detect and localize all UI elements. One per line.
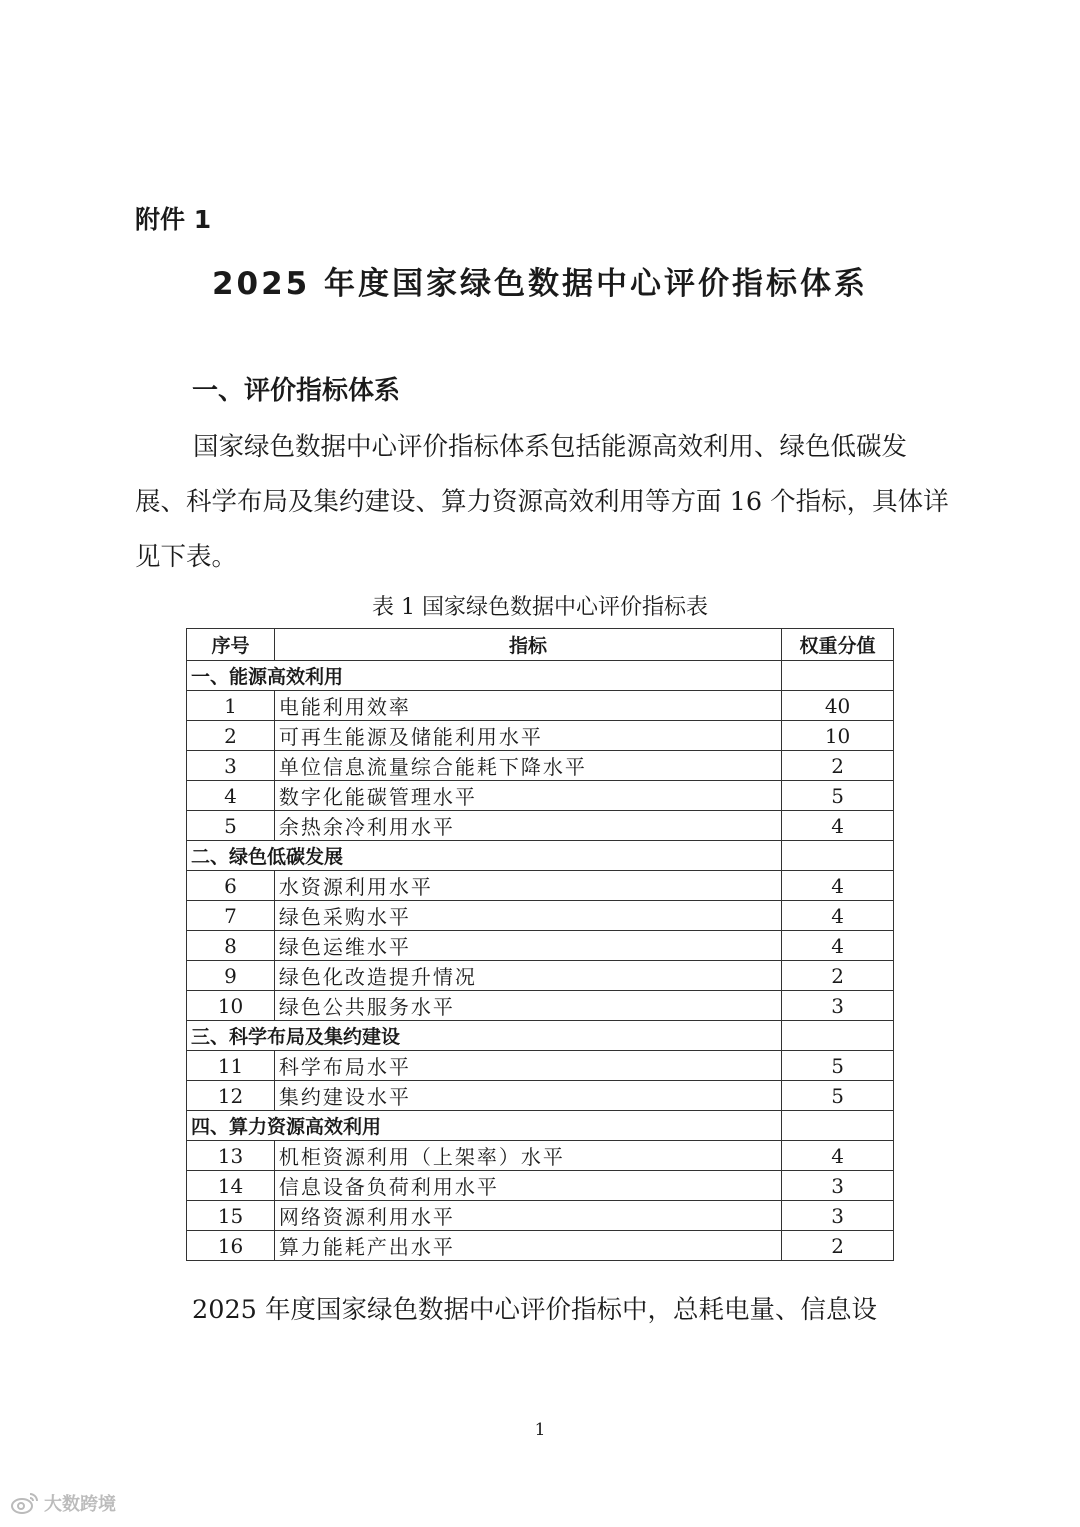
group-row xyxy=(187,1111,894,1141)
group-title: 三、科学布局及集约建设 xyxy=(187,1021,782,1051)
weight-value: 4 xyxy=(782,901,894,931)
header-seq: 序号 xyxy=(187,629,275,661)
row-number: 5 xyxy=(187,811,275,841)
row-number: 10 xyxy=(187,991,275,1021)
group-row xyxy=(187,661,894,691)
table-body xyxy=(187,661,894,1261)
weight-value: 2 xyxy=(782,961,894,991)
table-row xyxy=(187,811,894,841)
indicator-name: 水资源利用水平 xyxy=(274,871,781,901)
group-blank-cell xyxy=(782,661,894,691)
group-blank-cell xyxy=(782,1111,894,1141)
group-row xyxy=(187,1021,894,1051)
weight-value: 5 xyxy=(782,1051,894,1081)
indicator-name: 余热余冷利用水平 xyxy=(274,811,781,841)
indicator-name: 网络资源利用水平 xyxy=(274,1201,781,1231)
header-indicator: 指标 xyxy=(274,629,781,661)
weight-value: 4 xyxy=(782,1141,894,1171)
table-row xyxy=(187,901,894,931)
attachment-label: 附件 1 xyxy=(135,205,212,234)
indicator-name: 绿色运维水平 xyxy=(274,931,781,961)
group-blank-cell xyxy=(782,1021,894,1051)
table-row xyxy=(187,931,894,961)
row-number: 14 xyxy=(187,1171,275,1201)
indicator-name: 电能利用效率 xyxy=(274,691,781,721)
watermark xyxy=(10,1490,116,1516)
page-number: 1 xyxy=(534,1420,546,1440)
group-blank-cell xyxy=(782,841,894,871)
table-row xyxy=(187,1201,894,1231)
row-number: 8 xyxy=(187,931,275,961)
weight-value: 5 xyxy=(782,1081,894,1111)
row-number: 4 xyxy=(187,781,275,811)
weight-value: 4 xyxy=(782,931,894,961)
indicator-name: 科学布局水平 xyxy=(274,1051,781,1081)
row-number: 3 xyxy=(187,751,275,781)
indicator-name: 信息设备负荷利用水平 xyxy=(274,1171,781,1201)
row-number: 1 xyxy=(187,691,275,721)
document-title: 2025 年度国家绿色数据中心评价指标体系 xyxy=(211,266,869,302)
table-row xyxy=(187,1081,894,1111)
table-row xyxy=(187,1141,894,1171)
indicator-name: 算力能耗产出水平 xyxy=(274,1231,781,1261)
weight-value: 2 xyxy=(782,1231,894,1261)
weight-value: 3 xyxy=(782,991,894,1021)
table-row xyxy=(187,691,894,721)
header-weight: 权重分值 xyxy=(782,629,894,661)
section-heading: 一、评价指标体系 xyxy=(192,376,401,406)
row-number: 16 xyxy=(187,1231,275,1261)
row-number: 7 xyxy=(187,901,275,931)
weight-value: 3 xyxy=(782,1171,894,1201)
weibo-icon xyxy=(10,1491,40,1515)
intro-paragraph: 国家绿色数据中心评价指标体系包括能源高效利用、绿色低碳发展、科学布局及集约建设、算力资源高效利用等方面 16 个指标，具体详见下表。 xyxy=(135,432,949,572)
indicator-name: 绿色公共服务水平 xyxy=(274,991,781,1021)
table-row xyxy=(187,721,894,751)
row-number: 9 xyxy=(187,961,275,991)
group-title: 一、能源高效利用 xyxy=(187,661,782,691)
row-number: 12 xyxy=(187,1081,275,1111)
group-title: 四、算力资源高效利用 xyxy=(187,1111,782,1141)
table-row xyxy=(187,991,894,1021)
indicator-name: 绿色采购水平 xyxy=(274,901,781,931)
row-number: 6 xyxy=(187,871,275,901)
indicator-table xyxy=(186,628,894,1261)
table-row xyxy=(187,1051,894,1081)
table-header-row xyxy=(187,629,894,661)
table-row xyxy=(187,1171,894,1201)
indicator-name: 单位信息流量综合能耗下降水平 xyxy=(274,751,781,781)
indicator-name: 数字化能碳管理水平 xyxy=(274,781,781,811)
row-number: 13 xyxy=(187,1141,275,1171)
trailing-paragraph: 2025 年度国家绿色数据中心评价指标中，总耗电量、信息设 xyxy=(192,1295,878,1325)
indicator-name: 绿色化改造提升情况 xyxy=(274,961,781,991)
indicator-name: 集约建设水平 xyxy=(274,1081,781,1111)
row-number: 11 xyxy=(187,1051,275,1081)
table-row xyxy=(187,871,894,901)
indicator-name: 可再生能源及储能利用水平 xyxy=(274,721,781,751)
weight-value: 4 xyxy=(782,811,894,841)
weight-value: 5 xyxy=(782,781,894,811)
table-caption: 表 1 国家绿色数据中心评价指标表 xyxy=(372,595,708,620)
weight-value: 2 xyxy=(782,751,894,781)
weight-value: 40 xyxy=(782,691,894,721)
watermark-text: 大数跨境 xyxy=(44,1494,116,1515)
row-number: 15 xyxy=(187,1201,275,1231)
weight-value: 3 xyxy=(782,1201,894,1231)
weight-value: 4 xyxy=(782,871,894,901)
group-row xyxy=(187,841,894,871)
table-row xyxy=(187,781,894,811)
group-title: 二、绿色低碳发展 xyxy=(187,841,782,871)
row-number: 2 xyxy=(187,721,275,751)
weight-value: 10 xyxy=(782,721,894,751)
indicator-name: 机柜资源利用（上架率）水平 xyxy=(274,1141,781,1171)
table-row xyxy=(187,1231,894,1261)
table-row xyxy=(187,751,894,781)
table-row xyxy=(187,961,894,991)
